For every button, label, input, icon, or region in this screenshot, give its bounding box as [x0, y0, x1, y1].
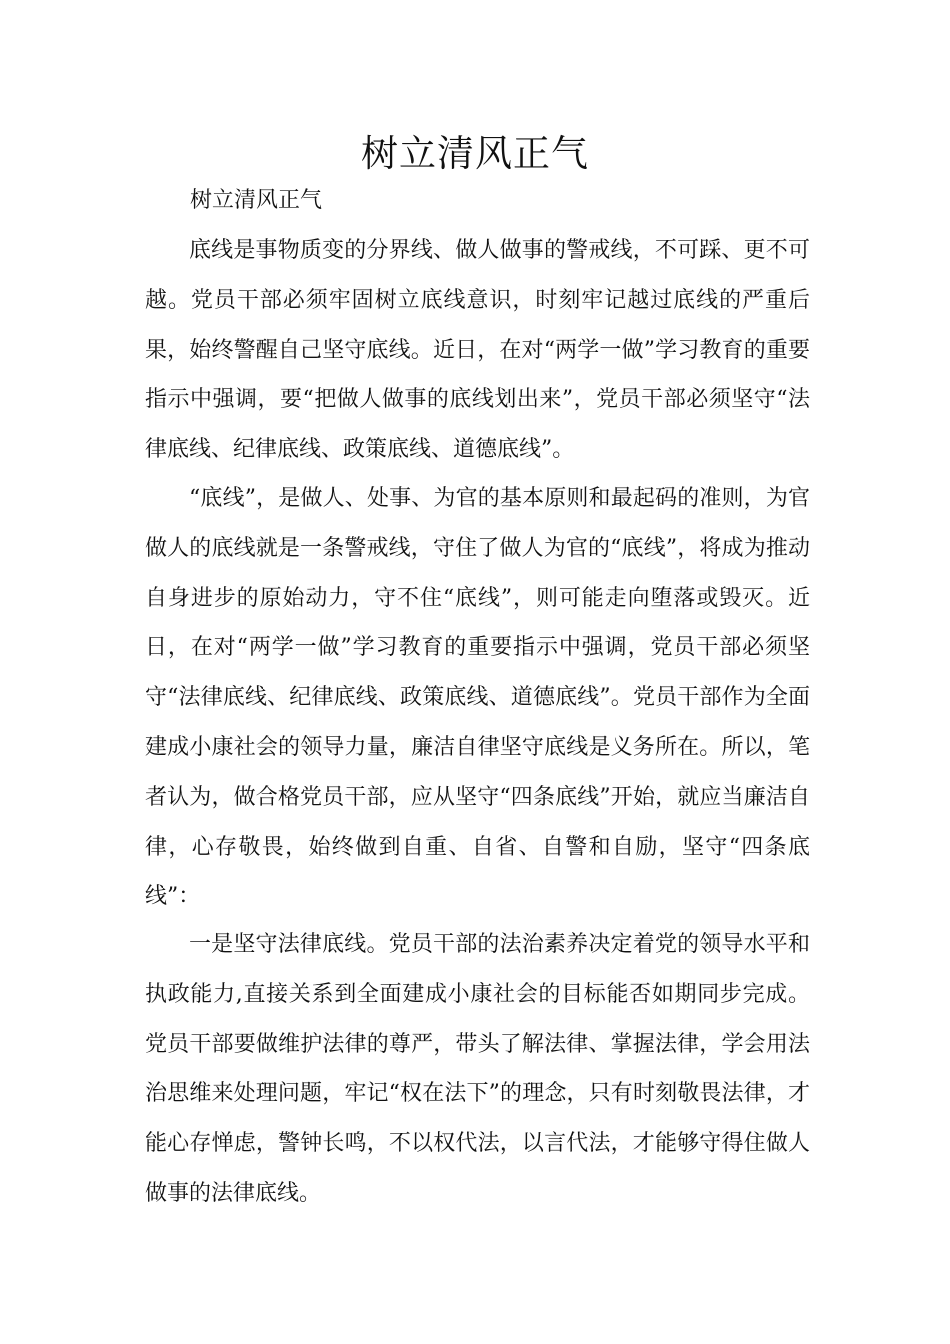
- paragraph-2: “底线”，是做人、处事、为官的基本原则和最起码的准则，为官做人的底线就是一条警戒线，守住了做人为官的“底线”，将成为推动自身进步的原始动力，守不住“底线”，则可能走向堕落或毁灭。近日，在对“两学一做”学习教育的重要指示中强调，党员干部必须坚守“法律底线、纪律底线、政策底线、道德底线”。党员干部作为全面建成小康社会的领导力量，廉洁自律坚守底线是义务所在。所以，笔者认为，做合格党员干部，应从坚守“四条底线”开始，就应当廉洁自律，心存敬畏，始终做到自重、自省、自警和自励，坚守“四条底线”：: [145, 486, 810, 910]
- paragraph-3: 一是坚守法律底线。党员干部的法治素养决定着党的领导水平和执政能力,直接关系到全面建成小康社会的目标能否如期同步完成。党员干部要做维护法律的尊严，带头了解法律、掌握法律，学会用法治思维来处理问题，牢记“权在法下”的理念，只有时刻敬畏法律，才能心存惮虑，警钟长鸣，不以权代法，以言代法，才能够守得住做人做事的法律底线。: [145, 932, 810, 1206]
- paragraph-1: 底线是事物质变的分界线、做人做事的警戒线，不可踩、更不可越。党员干部必须牢固树立底线意识，时刻牢记越过底线的严重后果，始终警醒自己坚守底线。近日，在对“两学一做”学习教育的重要指示中强调，要“把做人做事的底线划出来”，党员干部必须坚守“法律底线、纪律底线、政策底线、道德底线”。: [145, 238, 810, 463]
- document-title: 树立清风正气: [361, 132, 589, 175]
- document-subtitle: 树立清风正气: [190, 188, 323, 213]
